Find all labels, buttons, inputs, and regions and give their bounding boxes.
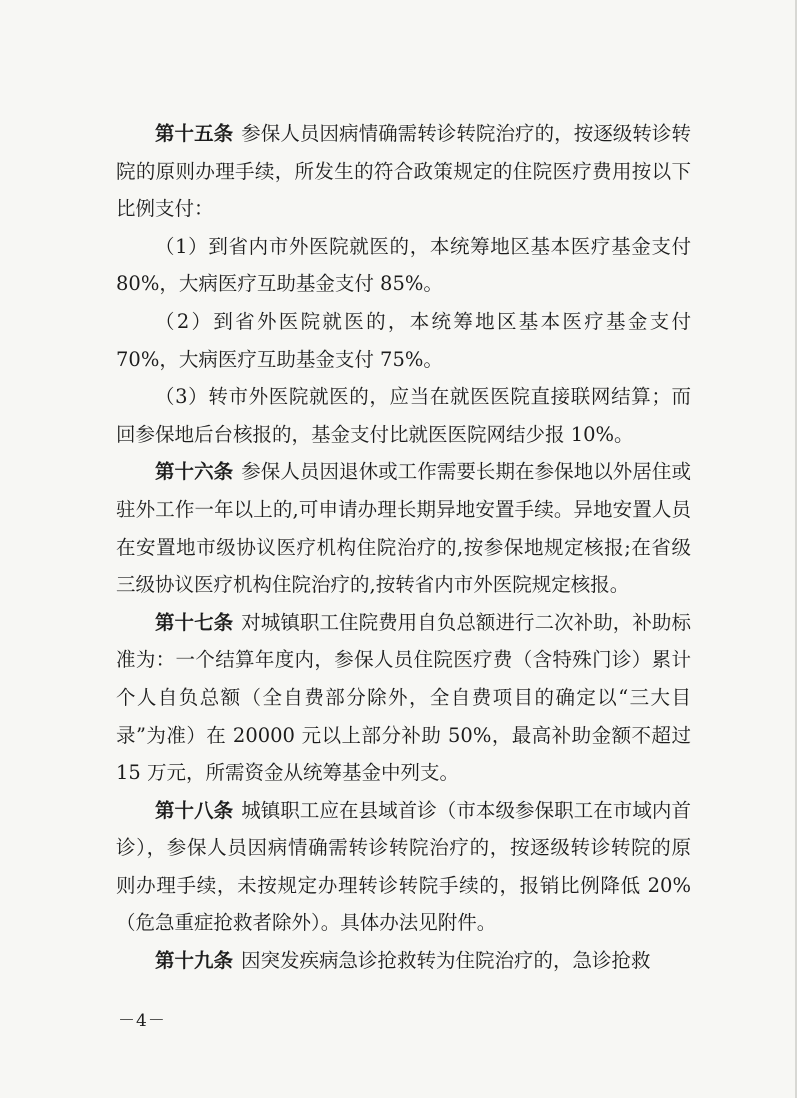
article-19-body: 因突发疾病急诊抢救转为住院治疗的，急诊抢救: [241, 949, 651, 973]
article-18-body: 城镇职工应在县域首诊（市本级参保职工在市域内首诊），参保人员因病情确需转诊转院治疗的，按逐级转诊转院的原则办理手续，未按规定办理转诊转院手续的，报销比例降低 20%（危急重症抢救者除外）。具体办法见附件。: [116, 798, 691, 935]
article-19-heading: 第十九条: [155, 949, 234, 973]
article-15-item-2: （2）到省外医院就医的，本统筹地区基本医疗基金支付 70%，大病医疗互助基金支付 75%。: [116, 309, 691, 371]
page-number: －4－: [118, 1011, 166, 1031]
article-15-item-3: （3）转市外医院就医的，应当在就医医院直接联网结算；而回参保地后台核报的，基金支付比就医医院网结少报 10%。: [116, 385, 691, 446]
article-16-body: 参保人员因退休或工作需要长期在参保地以外居住或驻外工作一年以上的,可申请办理长期异地安置手续。异地安置人员在安置地市级协议医疗机构住院治疗的,按参保地规定核报;在省级三级协议医疗机构住院治疗的,按转省内市外医院规定核报。: [116, 460, 691, 597]
article-16: [116, 453, 691, 603]
article-15-body: 参保人员因病情确需转诊转院治疗的，按逐级转诊转院的原则办理手续，所发生的符合政策规定的住院医疗费用按以下比例支付：: [116, 122, 691, 221]
article-18-heading: 第十八条: [155, 798, 234, 822]
article-18: [116, 792, 691, 942]
article-17-heading: 第十七条: [155, 610, 234, 634]
page-content: [116, 115, 691, 980]
article-15: [116, 115, 691, 228]
article-17: [116, 604, 691, 792]
article-16-heading: 第十六条: [155, 460, 234, 484]
article-15-heading: 第十五条: [155, 122, 234, 145]
article-17-body: 对城镇职工住院费用自负总额进行二次补助，补助标准为：一个结算年度内，参保人员住院医疗费（含特殊门诊）累计个人自负总额（全自费部分除外，全自费项目的确定以“三大目录”为准）在 20000 元以上部分补助 50%，最高补助金额不超过 15 万元，所需资金从统筹基金中列支。: [116, 610, 691, 785]
article-15-item-1: （1）到省内市外医院就医的，本统筹地区基本医疗基金支付 80%，大病医疗互助基金支付 85%。: [116, 234, 691, 296]
article-19: [116, 942, 691, 980]
